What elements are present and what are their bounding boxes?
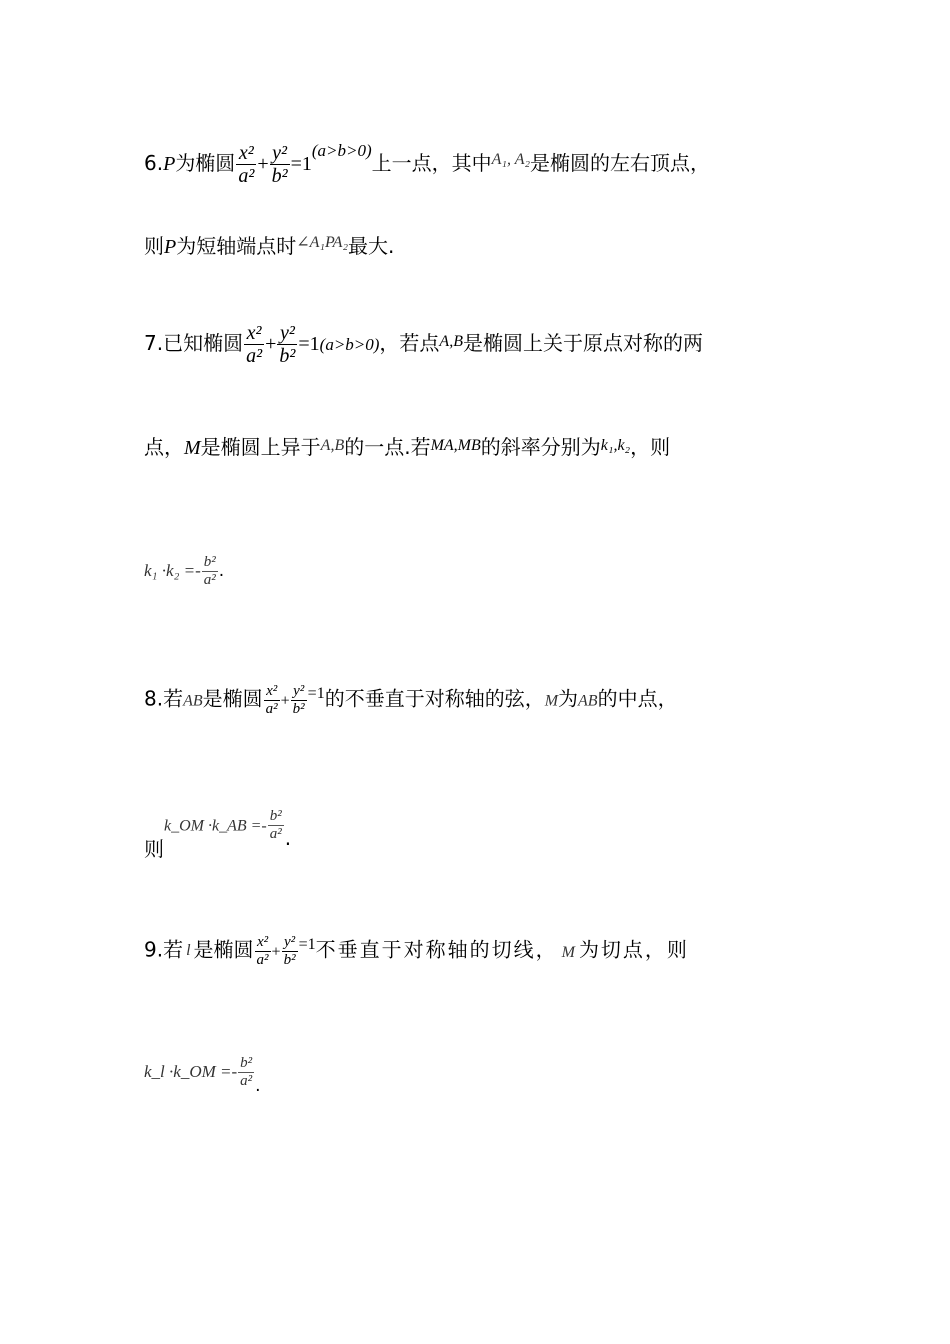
fraction-y2-b2: $\frac{\text{y²}}{\text{b²}}$ xyxy=(279,322,296,367)
equals-one: =1 xyxy=(290,153,312,175)
fraction-x2-a2: $\frac{\text{x²}}{\text{a²}}$ xyxy=(265,683,278,717)
result-expression: k_OM ·k_AB =- xyxy=(164,817,267,835)
text: 若 xyxy=(163,686,184,711)
item-number: 8. xyxy=(144,686,164,711)
item-number: 9. xyxy=(144,937,164,962)
item-6-line-2 xyxy=(144,233,806,262)
condition: (a>b>0) xyxy=(319,335,380,354)
text: 的一点.若 xyxy=(344,435,431,459)
points-ab: A,B xyxy=(320,437,345,454)
item-9-result xyxy=(144,1055,261,1096)
text: 是椭圆上关于原点对称的两 xyxy=(462,331,703,355)
fraction-b2-a2: $\frac{\text{b²}}{\text{a²}}$ xyxy=(240,1055,253,1089)
angle: ∠A₁PA₂ xyxy=(296,234,349,251)
text: 的斜率分别为 xyxy=(480,435,601,459)
text: 则 xyxy=(144,836,164,861)
item-8-line-2 xyxy=(144,808,806,861)
text: 的中点， xyxy=(597,686,678,711)
chord-ab: AB xyxy=(578,692,598,710)
fraction-y2-b2: $\frac{\text{y²}}{\text{b²}}$ xyxy=(283,934,296,968)
text: 是椭圆 xyxy=(202,686,263,711)
item-7-line-1 xyxy=(144,322,806,367)
item-8-line-1 xyxy=(144,683,806,717)
period: . xyxy=(284,825,292,850)
fraction-b2-a2: $\frac{\text{b²}}{\text{a²}}$ xyxy=(269,808,282,842)
text: 为 xyxy=(558,686,579,711)
fraction-x2-a2: $\frac{\text{x²}}{\text{a²}}$ xyxy=(246,322,263,367)
fraction-y2-b2: $\frac{\text{y²}}{\text{b²}}$ xyxy=(292,683,305,717)
text: 是椭圆的左右顶点， xyxy=(530,151,711,175)
var-p: P xyxy=(163,153,176,175)
text: 则 xyxy=(144,234,164,258)
item-7-line-2 xyxy=(144,434,806,463)
period: . xyxy=(218,561,225,581)
fraction-x2-a2: $\frac{\text{x²}}{\text{a²}}$ xyxy=(238,142,255,187)
text: 为切点，则 xyxy=(578,937,689,962)
text: ，则 xyxy=(630,435,671,459)
item-9-line-1 xyxy=(144,934,806,968)
var-m: M xyxy=(184,437,201,459)
slopes: k₁,k₂ xyxy=(600,437,631,454)
text: 为椭圆 xyxy=(175,151,236,175)
var-l: l xyxy=(186,941,191,959)
plus-sign: + xyxy=(280,692,290,710)
plus-sign: + xyxy=(257,153,269,175)
text: 已知椭圆 xyxy=(163,331,244,355)
fraction-y2-b2: $\frac{\text{y²}}{\text{b²}}$ xyxy=(271,142,288,187)
text: 若 xyxy=(163,937,184,962)
text: 是椭圆上异于 xyxy=(200,435,321,459)
result-expression: k₁ ·k₂ =- xyxy=(144,561,201,580)
points-ab: A,B xyxy=(439,333,463,350)
equals-one: =1 xyxy=(307,684,325,702)
plus-sign: + xyxy=(271,943,281,961)
equals-one: =1 xyxy=(298,333,320,355)
item-6-line-1 xyxy=(144,142,806,187)
var-m: M xyxy=(561,943,575,961)
item-number: 7. xyxy=(144,331,164,355)
text: ，若点 xyxy=(379,331,440,355)
item-number: 6. xyxy=(144,151,164,175)
vertices: A₁, A₂ xyxy=(491,151,531,168)
result-expression: k_l ·k_OM =- xyxy=(144,1062,238,1081)
condition: (a>b>0) xyxy=(311,141,372,160)
lines-ma-mb: MA,MB xyxy=(430,437,481,454)
text: 点， xyxy=(144,435,184,459)
fraction-b2-a2: $\frac{\text{b²}}{\text{a²}}$ xyxy=(203,554,216,588)
plus-sign: + xyxy=(265,333,277,355)
text: 最大. xyxy=(348,234,395,258)
equals-one: =1 xyxy=(298,935,316,953)
text: 上一点，其中 xyxy=(371,151,492,175)
var-p: P xyxy=(164,236,177,258)
period: . xyxy=(255,1076,261,1096)
var-m: M xyxy=(544,692,559,710)
text: 不垂直于对称轴的切线， xyxy=(315,937,558,962)
text: 是椭圆 xyxy=(193,937,254,962)
item-7-result xyxy=(144,554,224,588)
fraction-x2-a2: $\frac{\text{x²}}{\text{a²}}$ xyxy=(256,934,269,968)
text: 为短轴端点时 xyxy=(176,234,297,258)
chord-ab: AB xyxy=(183,692,203,710)
text: 的不垂直于对称轴的弦， xyxy=(324,686,545,711)
